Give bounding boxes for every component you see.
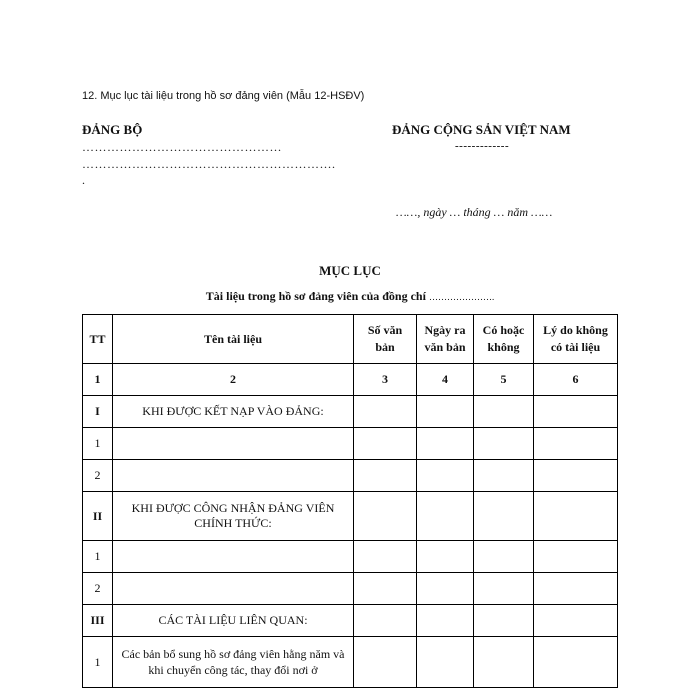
column-number: 5 <box>474 364 534 396</box>
row-document-name: Các bản bổ sung hồ sơ đảng viên hằng năm và khi chuyển công tác, thay đổi nơi ở <box>113 637 354 688</box>
cell-document-number[interactable] <box>354 605 417 637</box>
page-subtitle <box>0 289 700 304</box>
row-document-name: KHI ĐƯỢC KẾT NẠP VÀO ĐẢNG: <box>113 396 354 428</box>
header-document-name: Tên tài liệu <box>113 315 354 364</box>
table-row <box>83 428 618 460</box>
row-tt: 1 <box>83 428 113 460</box>
cell-document-number[interactable] <box>354 637 417 688</box>
cell-issue-date[interactable] <box>417 460 474 492</box>
date-line: ……, ngày … tháng … năm …… <box>396 205 553 219</box>
table-row-section <box>83 396 618 428</box>
row-document-name[interactable] <box>113 460 354 492</box>
cell-document-number[interactable] <box>354 460 417 492</box>
cell-missing-reason[interactable] <box>534 460 618 492</box>
table-row <box>83 573 618 605</box>
cell-missing-reason[interactable] <box>534 492 618 541</box>
party-committee-blank-3: . <box>82 173 85 187</box>
row-tt: 2 <box>83 460 113 492</box>
cell-yes-no[interactable] <box>474 541 534 573</box>
column-number: 4 <box>417 364 474 396</box>
row-document-name[interactable] <box>113 541 354 573</box>
cell-issue-date[interactable] <box>417 428 474 460</box>
cell-document-number[interactable] <box>354 573 417 605</box>
row-tt: II <box>83 492 113 541</box>
header-missing-reason: Lý do không có tài liệu <box>534 315 618 364</box>
cell-missing-reason[interactable] <box>534 637 618 688</box>
column-number: 6 <box>534 364 618 396</box>
cell-document-number[interactable] <box>354 396 417 428</box>
table-header-row <box>83 315 618 364</box>
cell-issue-date[interactable] <box>417 637 474 688</box>
subtitle-text: Tài liệu trong hồ sơ đảng viên của đồng chí <box>205 289 426 303</box>
table-row <box>83 637 618 688</box>
row-tt: 2 <box>83 573 113 605</box>
cell-missing-reason[interactable] <box>534 428 618 460</box>
cell-issue-date[interactable] <box>417 573 474 605</box>
cell-document-number[interactable] <box>354 541 417 573</box>
cell-issue-date[interactable] <box>417 492 474 541</box>
cell-issue-date[interactable] <box>417 396 474 428</box>
cell-missing-reason[interactable] <box>534 541 618 573</box>
column-number: 3 <box>354 364 417 396</box>
cell-yes-no[interactable] <box>474 605 534 637</box>
row-tt: I <box>83 396 113 428</box>
cell-yes-no[interactable] <box>474 460 534 492</box>
cell-missing-reason[interactable] <box>534 396 618 428</box>
header-issue-date: Ngày ra văn bản <box>417 315 474 364</box>
header-document-number: Số văn bản <box>354 315 417 364</box>
party-name: ĐẢNG CỘNG SẢN VIỆT NAM <box>392 122 571 137</box>
header-yes-no: Có hoặc không <box>474 315 534 364</box>
cell-yes-no[interactable] <box>474 492 534 541</box>
document-index-table <box>82 314 618 688</box>
cell-yes-no[interactable] <box>474 428 534 460</box>
cell-missing-reason[interactable] <box>534 605 618 637</box>
cell-missing-reason[interactable] <box>534 573 618 605</box>
row-tt: III <box>83 605 113 637</box>
cell-issue-date[interactable] <box>417 541 474 573</box>
header-tt: TT <box>83 315 113 364</box>
table-row <box>83 460 618 492</box>
cell-issue-date[interactable] <box>417 605 474 637</box>
row-document-name: KHI ĐƯỢC CÔNG NHẬN ĐẢNG VIÊN CHÍNH THỨC: <box>113 492 354 541</box>
cell-document-number[interactable] <box>354 492 417 541</box>
document-heading: 12. Mục lục tài liệu trong hồ sơ đảng viên (Mẫu 12-HSĐV) <box>82 90 365 102</box>
row-tt: 1 <box>83 637 113 688</box>
cell-document-number[interactable] <box>354 428 417 460</box>
row-document-name[interactable] <box>113 428 354 460</box>
party-committee-blank-1: ………………………………………… <box>82 140 282 154</box>
party-committee-label: ĐẢNG BỘ <box>82 122 143 137</box>
column-number-row <box>83 364 618 396</box>
subtitle-blank: …………………. <box>428 292 495 302</box>
table-row-section <box>83 605 618 637</box>
column-number: 1 <box>83 364 113 396</box>
cell-yes-no[interactable] <box>474 396 534 428</box>
party-committee-blank-2: ……………………………………………………. <box>82 157 336 171</box>
table-row-section <box>83 492 618 541</box>
cell-yes-no[interactable] <box>474 637 534 688</box>
cell-yes-no[interactable] <box>474 573 534 605</box>
row-document-name: CÁC TÀI LIỆU LIÊN QUAN: <box>113 605 354 637</box>
header-divider: ------------- <box>455 140 510 152</box>
row-document-name[interactable] <box>113 573 354 605</box>
column-number: 2 <box>113 364 354 396</box>
table-row <box>83 541 618 573</box>
page-title: MỤC LỤC <box>319 263 381 278</box>
row-tt: 1 <box>83 541 113 573</box>
